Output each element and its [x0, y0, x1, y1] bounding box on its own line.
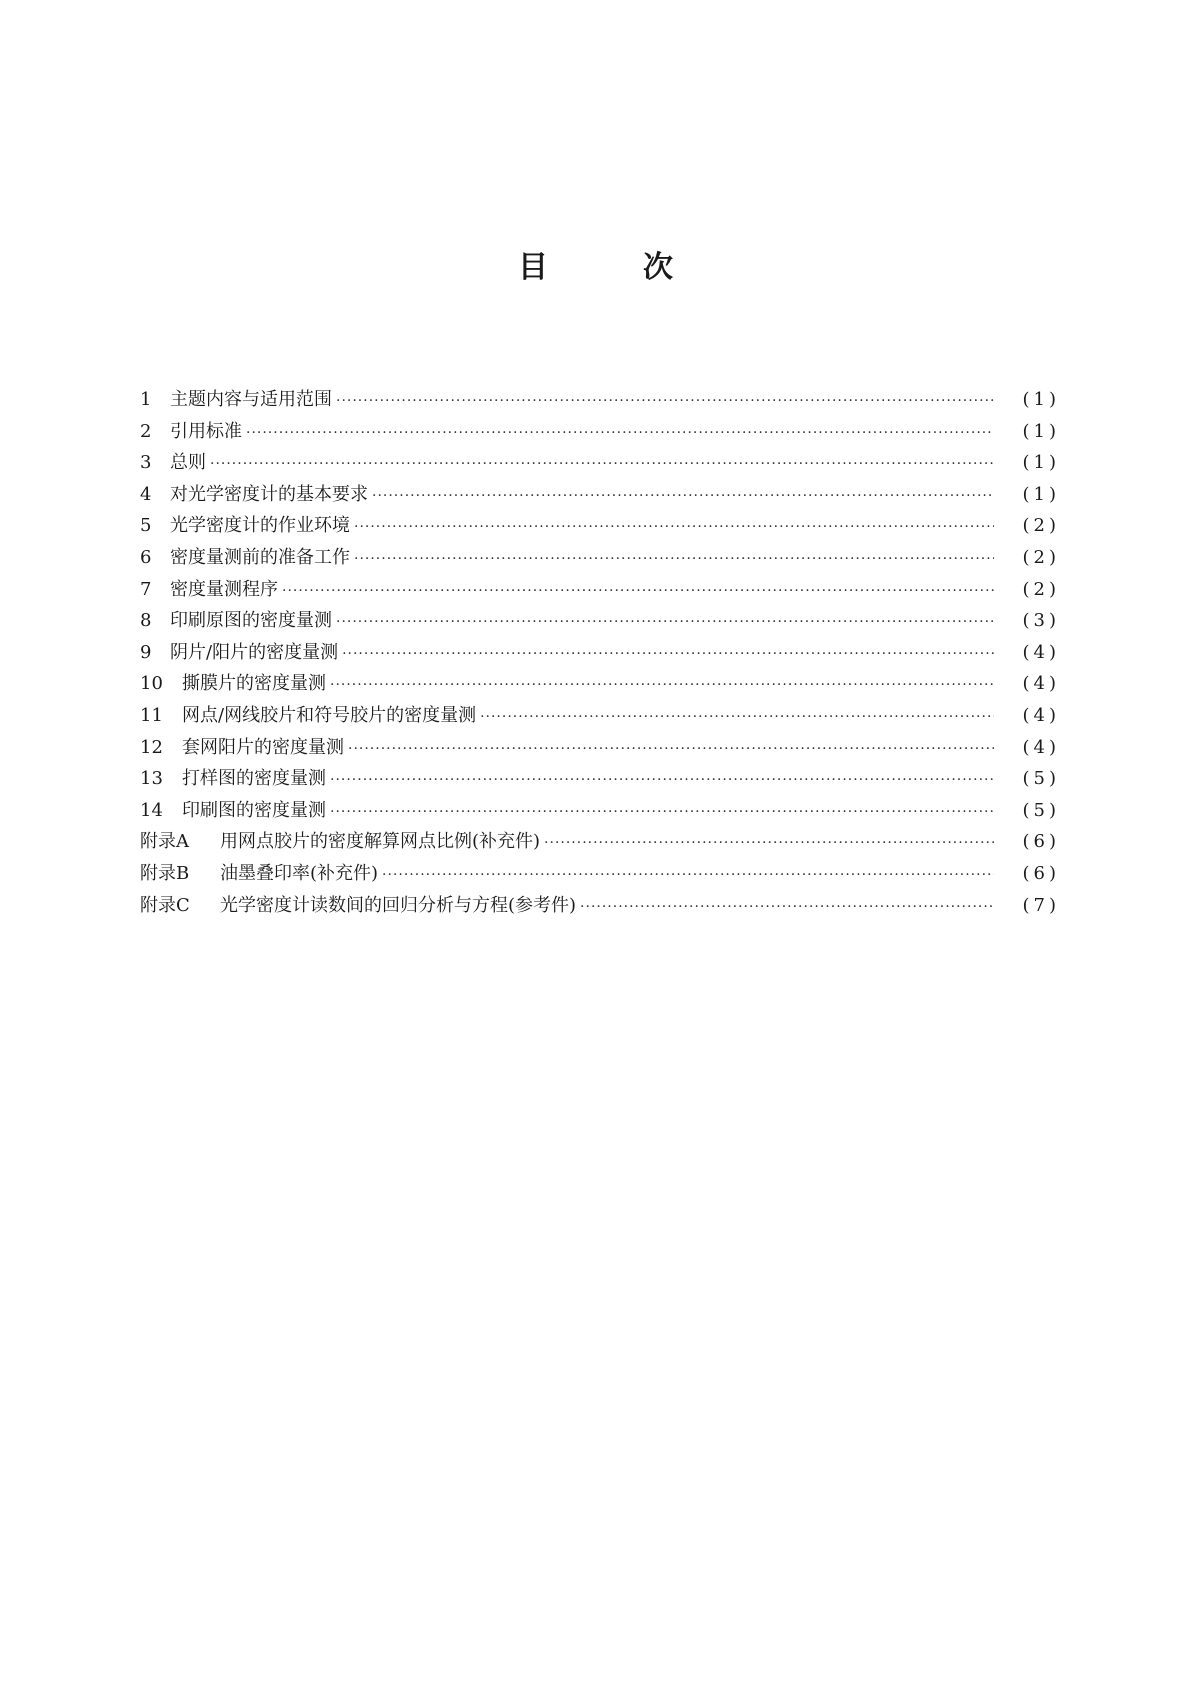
- toc-label: 引用标准: [170, 420, 242, 442]
- dot-leader: [354, 544, 994, 576]
- toc-page-ref: (5): [1022, 799, 1060, 821]
- toc-page-ref: (4): [1022, 704, 1060, 726]
- dot-leader: [354, 512, 994, 544]
- toc-page-ref: (1): [1022, 483, 1060, 505]
- toc-number: 附录B: [140, 862, 190, 884]
- dot-leader: [210, 449, 994, 481]
- toc-number: 2: [140, 420, 152, 442]
- toc-entry-5[interactable]: [140, 510, 1060, 542]
- dot-leader: [330, 670, 994, 702]
- toc-entry-2[interactable]: [140, 416, 1060, 448]
- toc-label: 用网点胶片的密度解算网点比例(补充件): [220, 831, 541, 853]
- toc-page-ref: (4): [1022, 736, 1060, 758]
- toc-page-ref: (3): [1022, 610, 1060, 632]
- dot-leader: [544, 828, 994, 860]
- toc-number: 13: [140, 768, 163, 790]
- dot-leader: [480, 702, 994, 734]
- toc-entry-6[interactable]: [140, 542, 1060, 574]
- dot-leader: [330, 765, 994, 797]
- toc-label: 网点/网线胶片和符号胶片的密度量测: [182, 704, 477, 726]
- table-of-contents: [140, 384, 1060, 921]
- title-char-1: 目: [518, 250, 548, 285]
- toc-entry-8[interactable]: [140, 605, 1060, 637]
- toc-entry-13[interactable]: [140, 763, 1060, 795]
- toc-label: 撕膜片的密度量测: [182, 673, 326, 695]
- toc-page-ref: (2): [1022, 578, 1060, 600]
- toc-page-ref: (1): [1022, 420, 1060, 442]
- dot-leader: [372, 481, 994, 513]
- dot-leader: [282, 576, 994, 608]
- toc-page-ref: (4): [1022, 673, 1060, 695]
- dot-leader: [382, 860, 994, 892]
- toc-entry-11[interactable]: [140, 700, 1060, 732]
- toc-page-ref: (1): [1022, 452, 1060, 474]
- toc-entry-appendix-a[interactable]: [140, 826, 1060, 858]
- toc-label: 阴片/阳片的密度量测: [170, 641, 339, 663]
- toc-entry-3[interactable]: [140, 447, 1060, 479]
- toc-number: 12: [140, 736, 163, 758]
- page-title: [0, 244, 1191, 284]
- dot-leader: [330, 797, 994, 829]
- toc-entry-1[interactable]: [140, 384, 1060, 416]
- toc-entry-appendix-c[interactable]: [140, 890, 1060, 922]
- toc-number: 5: [140, 515, 152, 537]
- toc-number: 附录C: [140, 894, 190, 916]
- toc-number: 9: [140, 641, 152, 663]
- toc-number: 3: [140, 452, 152, 474]
- toc-label: 对光学密度计的基本要求: [170, 483, 368, 505]
- dot-leader: [580, 892, 994, 924]
- toc-number: 4: [140, 483, 152, 505]
- dot-leader: [342, 639, 994, 671]
- toc-entry-7[interactable]: [140, 574, 1060, 606]
- toc-label: 光学密度计的作业环境: [170, 515, 350, 537]
- title-char-2: 次: [643, 250, 673, 285]
- toc-label: 密度量测程序: [170, 578, 278, 600]
- dot-leader: [336, 607, 994, 639]
- toc-number: 7: [140, 578, 152, 600]
- toc-entry-appendix-b[interactable]: [140, 858, 1060, 890]
- dot-leader: [336, 386, 994, 418]
- toc-page-ref: (1): [1022, 389, 1060, 410]
- toc-page-ref: (6): [1022, 831, 1060, 853]
- toc-label: 总则: [170, 452, 206, 474]
- toc-label: 印刷原图的密度量测: [170, 610, 332, 632]
- toc-number: 10: [140, 673, 163, 695]
- toc-page-ref: (6): [1022, 862, 1060, 884]
- toc-number: 1: [140, 389, 152, 410]
- toc-label: 主题内容与适用范围: [170, 389, 332, 410]
- dot-leader: [348, 734, 994, 766]
- toc-page-ref: (4): [1022, 641, 1060, 663]
- toc-page-ref: (5): [1022, 768, 1060, 790]
- toc-number: 11: [140, 704, 163, 726]
- toc-page-ref: (7): [1022, 894, 1060, 916]
- toc-entry-9[interactable]: [140, 637, 1060, 669]
- toc-label: 密度量测前的准备工作: [170, 546, 350, 568]
- toc-label: 打样图的密度量测: [182, 768, 326, 790]
- toc-entry-12[interactable]: [140, 732, 1060, 764]
- toc-label: 光学密度计读数间的回归分析与方程(参考件): [220, 894, 577, 916]
- toc-page-ref: (2): [1022, 546, 1060, 568]
- toc-label: 油墨叠印率(补充件): [220, 862, 379, 884]
- toc-number: 14: [140, 799, 163, 821]
- toc-number: 附录A: [140, 831, 189, 853]
- toc-page-ref: (2): [1022, 515, 1060, 537]
- toc-label: 印刷图的密度量测: [182, 799, 326, 821]
- toc-entry-10[interactable]: [140, 668, 1060, 700]
- toc-number: 8: [140, 610, 152, 632]
- toc-entry-4[interactable]: [140, 479, 1060, 511]
- toc-label: 套网阳片的密度量测: [182, 736, 344, 758]
- toc-entry-14[interactable]: [140, 795, 1060, 827]
- dot-leader: [246, 418, 994, 450]
- toc-number: 6: [140, 546, 152, 568]
